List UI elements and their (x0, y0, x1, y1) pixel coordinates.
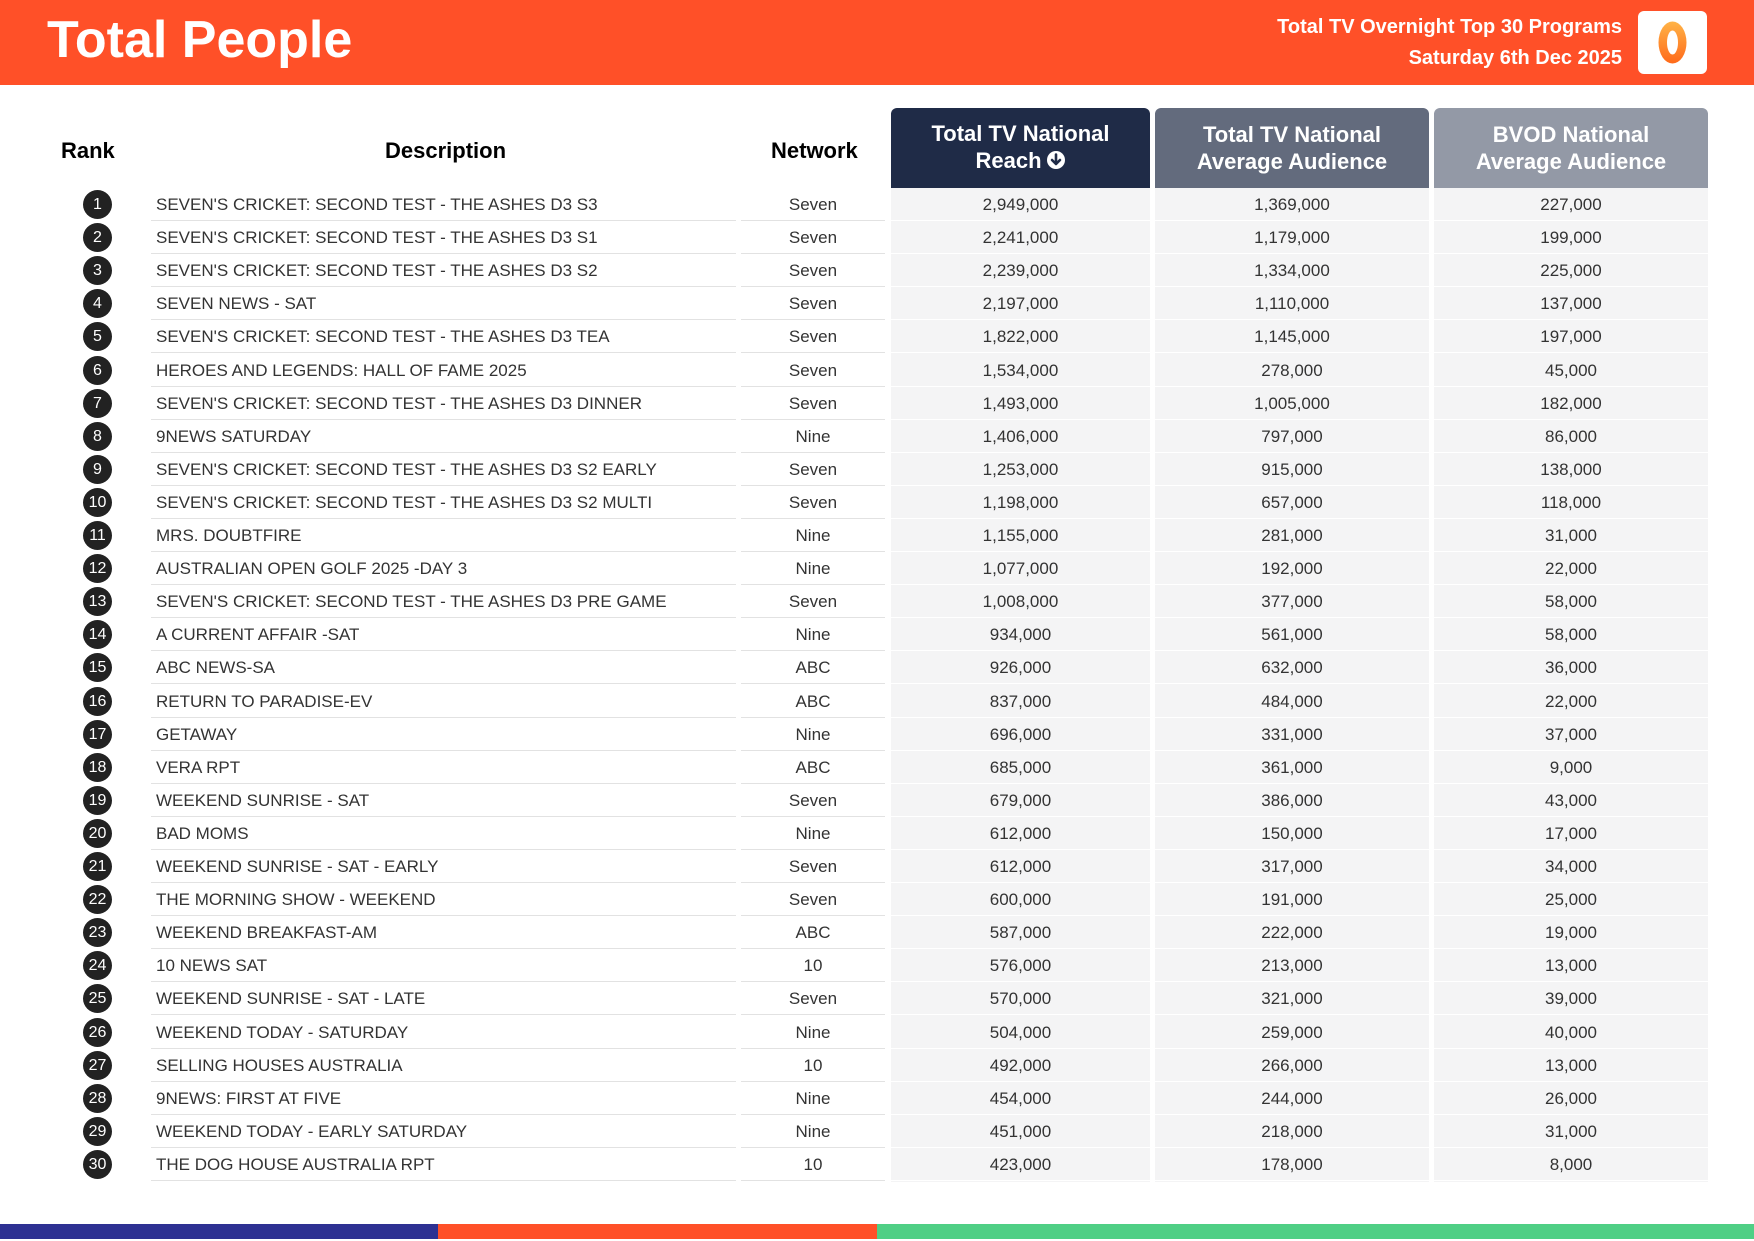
footer-bar-navy (0, 1224, 438, 1239)
bvod-cell: 227,000 (1540, 195, 1602, 214)
table-row[interactable] (0, 585, 1754, 618)
rank-badge: 3 (83, 256, 112, 285)
program-description: 10 NEWS SAT (156, 956, 268, 976)
bvod-cell: 34,000 (1545, 857, 1597, 876)
reach-cell: 1,198,000 (982, 492, 1059, 512)
average-audience-cell: 797,000 (1261, 426, 1323, 446)
report-date: Saturday 6th Dec 2025 (1408, 47, 1622, 69)
program-description: SEVEN'S CRICKET: SECOND TEST - THE ASHES D3 S3 (156, 195, 598, 214)
reach-cell: 1,406,000 (982, 426, 1059, 446)
average-audience-cell: 317,000 (1261, 857, 1323, 876)
average-audience-cell: 192,000 (1261, 559, 1323, 579)
program-description: SEVEN'S CRICKET: SECOND TEST - THE ASHES D3 PRE GAME (156, 592, 667, 612)
table-row[interactable] (0, 685, 1754, 718)
rank-badge: 22 (83, 885, 112, 914)
rank-badge: 8 (83, 422, 112, 451)
network-cell: Nine (795, 559, 831, 579)
program-description: AUSTRALIAN OPEN GOLF 2025 -DAY 3 (156, 559, 468, 579)
bvod-cell: 197,000 (1540, 327, 1602, 347)
footer-bar-orange (438, 1224, 877, 1239)
network-cell: Seven (788, 492, 838, 512)
table-row[interactable] (0, 718, 1754, 751)
network-cell: Seven (788, 857, 838, 876)
network-cell: ABC (795, 757, 831, 777)
reach-header-line1: Total TV National (931, 121, 1110, 146)
network-cell: Nine (795, 724, 831, 744)
network-cell: Nine (795, 823, 831, 843)
reach-cell: 492,000 (989, 1055, 1052, 1075)
bvod-cell: 43,000 (1545, 790, 1597, 810)
table-row[interactable] (0, 916, 1754, 949)
average-audience-cell: 331,000 (1261, 724, 1323, 744)
table-row[interactable] (0, 1082, 1754, 1115)
bvod-cell: 22,000 (1545, 691, 1597, 711)
column-header-rank: Rank (61, 138, 115, 163)
table-row[interactable] (0, 817, 1754, 850)
reach-cell: 570,000 (989, 989, 1052, 1009)
rank-badge: 9 (83, 455, 112, 484)
reach-cell: 1,008,000 (982, 592, 1059, 612)
table-row[interactable] (0, 188, 1754, 221)
reach-cell: 576,000 (989, 956, 1052, 976)
network-cell: Nine (795, 625, 831, 645)
program-description: ABC NEWS-SA (156, 658, 276, 678)
network-cell: ABC (795, 923, 831, 943)
reach-cell: 934,000 (989, 625, 1052, 645)
table-row[interactable] (0, 320, 1754, 353)
network-cell: Nine (795, 1088, 831, 1108)
program-description: SEVEN'S CRICKET: SECOND TEST - THE ASHES D3 DINNER (156, 393, 642, 413)
rank-badge: 6 (83, 356, 112, 385)
rank-badge: 2 (83, 223, 112, 252)
table-row[interactable] (0, 354, 1754, 387)
reach-cell: 612,000 (989, 857, 1052, 876)
network-cell: Seven (788, 294, 838, 314)
network-cell: Seven (788, 890, 838, 910)
network-cell: Seven (788, 360, 838, 380)
average-audience-cell: 915,000 (1261, 459, 1323, 479)
program-description: WEEKEND TODAY - SATURDAY (156, 1022, 409, 1042)
bvod-cell: 137,000 (1540, 294, 1602, 314)
arrow-down-circle-icon[interactable] (1046, 149, 1066, 176)
rank-badge: 28 (83, 1084, 112, 1113)
bvod-cell: 86,000 (1545, 426, 1597, 446)
table-row[interactable] (0, 982, 1754, 1015)
reach-header-line2: Reach (975, 148, 1042, 173)
program-description: SEVEN'S CRICKET: SECOND TEST - THE ASHES D3 S1 (156, 228, 598, 248)
rank-badge: 19 (83, 786, 112, 815)
row-divider (891, 1180, 1150, 1181)
network-cell: Seven (788, 327, 838, 347)
network-cell: Nine (795, 526, 831, 545)
rank-badge: 10 (83, 488, 112, 517)
average-audience-cell: 1,369,000 (1254, 195, 1330, 214)
average-audience-cell: 178,000 (1261, 1154, 1323, 1174)
average-audience-cell: 213,000 (1261, 956, 1323, 976)
column-header-reach[interactable] (891, 108, 1150, 188)
table-row[interactable] (0, 519, 1754, 552)
rank-badge: 5 (83, 322, 112, 351)
table-row[interactable] (0, 486, 1754, 519)
program-description: GETAWAY (156, 724, 238, 744)
column-header-description: Description (385, 138, 507, 163)
program-description: SELLING HOUSES AUSTRALIA (156, 1055, 403, 1075)
column-header-bvod[interactable] (1434, 108, 1708, 188)
program-description: WEEKEND SUNRISE - SAT - LATE (156, 989, 426, 1009)
bvod-cell: 8,000 (1549, 1154, 1593, 1174)
network-cell: Nine (795, 1022, 831, 1042)
reach-header-line2-wrap (975, 147, 1065, 176)
bvod-cell: 31,000 (1545, 526, 1597, 545)
bvod-cell: 19,000 (1545, 923, 1597, 943)
average-audience-cell: 1,110,000 (1254, 294, 1330, 314)
reach-cell: 504,000 (989, 1022, 1052, 1042)
program-description: SEVEN NEWS - SAT (156, 294, 317, 314)
table-row[interactable] (0, 651, 1754, 684)
row-divider (151, 1180, 736, 1181)
reach-cell: 696,000 (989, 724, 1052, 744)
bvod-header-line1: BVOD National (1492, 122, 1650, 147)
program-description: WEEKEND BREAKFAST-AM (156, 923, 378, 943)
reach-cell: 423,000 (989, 1154, 1052, 1174)
program-description: SEVEN'S CRICKET: SECOND TEST - THE ASHES D3 S2 (156, 261, 598, 281)
network-cell: ABC (795, 691, 831, 711)
reach-cell: 1,155,000 (982, 526, 1059, 545)
avg-header-line2: Average Audience (1196, 149, 1388, 174)
rank-badge: 26 (83, 1018, 112, 1047)
footer-bar-green (877, 1224, 1754, 1239)
table-row[interactable] (0, 420, 1754, 453)
table-row[interactable] (0, 1148, 1754, 1181)
table-row[interactable] (0, 883, 1754, 916)
program-description: THE MORNING SHOW - WEEKEND (156, 890, 436, 910)
table-row[interactable] (0, 1049, 1754, 1082)
bvod-header-line2: Average Audience (1475, 149, 1667, 174)
rank-badge: 12 (83, 554, 112, 583)
average-audience-cell: 377,000 (1261, 592, 1323, 612)
rank-badge: 20 (83, 819, 112, 848)
network-cell: Seven (788, 790, 838, 810)
network-cell: Seven (788, 195, 838, 214)
program-description: SEVEN'S CRICKET: SECOND TEST - THE ASHES D3 S2 EARLY (156, 459, 657, 479)
program-description: SEVEN'S CRICKET: SECOND TEST - THE ASHES D3 S2 MULTI (156, 492, 653, 512)
program-description: BAD MOMS (156, 823, 249, 843)
network-cell: 10 (803, 1154, 823, 1174)
program-description: HEROES AND LEGENDS: HALL OF FAME 2025 (156, 360, 527, 380)
rank-badge: 4 (83, 289, 112, 318)
rank-badge: 11 (83, 521, 112, 550)
table-row[interactable] (0, 552, 1754, 585)
table-row[interactable] (0, 1115, 1754, 1148)
row-divider (741, 1180, 885, 1181)
reach-cell: 1,493,000 (982, 393, 1059, 413)
reach-cell: 1,253,000 (982, 459, 1059, 479)
bvod-cell: 31,000 (1545, 1121, 1597, 1141)
program-description: THE DOG HOUSE AUSTRALIA RPT (156, 1154, 435, 1174)
reach-cell: 600,000 (989, 890, 1052, 910)
reach-cell: 2,197,000 (982, 294, 1059, 314)
table-row[interactable] (0, 254, 1754, 287)
bvod-cell: 13,000 (1545, 956, 1597, 976)
row-divider (1434, 1180, 1708, 1181)
average-audience-cell: 484,000 (1261, 691, 1323, 711)
reach-cell: 1,534,000 (982, 360, 1059, 380)
report-title: Total TV Overnight Top 30 Programs (1277, 16, 1622, 38)
avg-header-line1: Total TV National (1202, 122, 1382, 147)
average-audience-cell: 281,000 (1261, 526, 1323, 545)
average-audience-cell: 321,000 (1261, 989, 1323, 1009)
bvod-cell: 25,000 (1545, 890, 1597, 910)
reach-cell: 2,949,000 (982, 195, 1059, 214)
average-audience-cell: 657,000 (1261, 492, 1323, 512)
rank-badge: 18 (83, 753, 112, 782)
rank-badge: 1 (83, 190, 112, 219)
average-audience-cell: 278,000 (1261, 360, 1323, 380)
program-description: A CURRENT AFFAIR -SAT (156, 625, 360, 645)
network-cell: Seven (788, 228, 838, 248)
reach-cell: 1,822,000 (982, 327, 1059, 347)
rank-badge: 7 (83, 389, 112, 418)
reach-cell: 2,239,000 (982, 261, 1059, 281)
reach-cell: 1,077,000 (982, 559, 1059, 579)
average-audience-cell: 1,145,000 (1254, 327, 1330, 347)
reach-cell: 926,000 (989, 658, 1052, 678)
network-cell: 10 (803, 1055, 823, 1075)
program-description: 9NEWS SATURDAY (156, 426, 312, 446)
average-audience-cell: 561,000 (1261, 625, 1323, 645)
bvod-cell: 118,000 (1540, 492, 1602, 512)
rank-badge: 25 (83, 984, 112, 1013)
program-description: 9NEWS: FIRST AT FIVE (156, 1088, 342, 1108)
table-row[interactable] (0, 751, 1754, 784)
page-title: Total People (47, 11, 353, 69)
average-audience-cell: 386,000 (1261, 790, 1323, 810)
rank-badge: 17 (83, 720, 112, 749)
average-audience-cell: 1,334,000 (1254, 261, 1330, 281)
table-row[interactable] (0, 784, 1754, 817)
oztam-logo (1638, 11, 1707, 74)
average-audience-cell: 361,000 (1261, 757, 1323, 777)
average-audience-cell: 266,000 (1261, 1055, 1323, 1075)
program-description: RETURN TO PARADISE-EV (156, 691, 373, 711)
logo-zero-icon (1638, 11, 1707, 74)
header-bar (0, 0, 1754, 85)
rank-badge: 30 (83, 1150, 112, 1179)
bvod-cell: 138,000 (1540, 459, 1602, 479)
bvod-cell: 13,000 (1545, 1055, 1597, 1075)
table-row[interactable] (0, 287, 1754, 320)
bvod-cell: 9,000 (1549, 757, 1593, 777)
network-cell: Seven (788, 393, 838, 413)
rank-badge: 13 (83, 587, 112, 616)
bvod-cell: 58,000 (1545, 592, 1597, 612)
bvod-cell: 39,000 (1545, 989, 1597, 1009)
bvod-cell: 45,000 (1545, 360, 1597, 380)
program-description: VERA RPT (156, 757, 241, 777)
reach-cell: 587,000 (989, 923, 1052, 943)
reach-cell: 837,000 (989, 691, 1052, 711)
table-row[interactable] (0, 453, 1754, 486)
rank-badge: 29 (83, 1117, 112, 1146)
rank-badge: 15 (83, 653, 112, 682)
rank-badge: 24 (83, 951, 112, 980)
average-audience-cell: 1,179,000 (1254, 228, 1330, 248)
network-cell: ABC (795, 658, 831, 678)
bvod-cell: 17,000 (1545, 823, 1597, 843)
program-description: WEEKEND SUNRISE - SAT - EARLY (156, 857, 439, 876)
reach-cell: 679,000 (989, 790, 1052, 810)
bvod-cell: 58,000 (1545, 625, 1597, 645)
reach-cell: 2,241,000 (982, 228, 1059, 248)
reach-cell: 454,000 (989, 1088, 1052, 1108)
rank-badge: 23 (83, 918, 112, 947)
table-row[interactable] (0, 387, 1754, 420)
table-row[interactable] (0, 221, 1754, 254)
network-cell: Seven (788, 261, 838, 281)
program-description: WEEKEND TODAY - EARLY SATURDAY (156, 1121, 468, 1141)
bvod-cell: 22,000 (1545, 559, 1597, 579)
average-audience-cell: 222,000 (1261, 923, 1323, 943)
table-row[interactable] (0, 850, 1754, 883)
row-divider (1155, 1180, 1429, 1181)
table-row[interactable] (0, 618, 1754, 651)
logo-glyph: 0 (1672, 49, 1673, 50)
rank-badge: 14 (83, 620, 112, 649)
network-cell: Seven (788, 459, 838, 479)
network-cell: 10 (803, 956, 823, 976)
average-audience-cell: 259,000 (1261, 1022, 1323, 1042)
reach-cell: 451,000 (989, 1121, 1052, 1141)
average-audience-cell: 150,000 (1261, 823, 1323, 843)
program-description: WEEKEND SUNRISE - SAT (156, 790, 370, 810)
table-row[interactable] (0, 1016, 1754, 1049)
rank-badge: 16 (83, 687, 112, 716)
average-audience-cell: 632,000 (1261, 658, 1323, 678)
bvod-cell: 37,000 (1545, 724, 1597, 744)
network-cell: Seven (788, 592, 838, 612)
average-audience-cell: 244,000 (1261, 1088, 1323, 1108)
bvod-cell: 199,000 (1540, 228, 1602, 248)
reach-cell: 685,000 (989, 757, 1052, 777)
bvod-cell: 36,000 (1545, 658, 1597, 678)
average-audience-cell: 191,000 (1261, 890, 1323, 910)
bvod-cell: 26,000 (1545, 1088, 1597, 1108)
bvod-cell: 182,000 (1540, 393, 1602, 413)
network-cell: Nine (795, 426, 831, 446)
column-header-average-audience[interactable] (1155, 108, 1429, 188)
rank-badge: 27 (83, 1051, 112, 1080)
report-info (1277, 12, 1622, 74)
average-audience-cell: 1,005,000 (1254, 393, 1330, 413)
average-audience-cell: 218,000 (1261, 1121, 1323, 1141)
rank-badge: 21 (83, 852, 112, 881)
reach-cell: 612,000 (989, 823, 1052, 843)
bvod-cell: 225,000 (1540, 261, 1602, 281)
table-row[interactable] (0, 949, 1754, 982)
program-description: SEVEN'S CRICKET: SECOND TEST - THE ASHES D3 TEA (156, 327, 610, 347)
column-header-network: Network (771, 138, 858, 163)
network-cell: Seven (788, 989, 838, 1009)
program-description: MRS. DOUBTFIRE (156, 526, 302, 545)
network-cell: Nine (795, 1121, 831, 1141)
bvod-cell: 40,000 (1545, 1022, 1597, 1042)
